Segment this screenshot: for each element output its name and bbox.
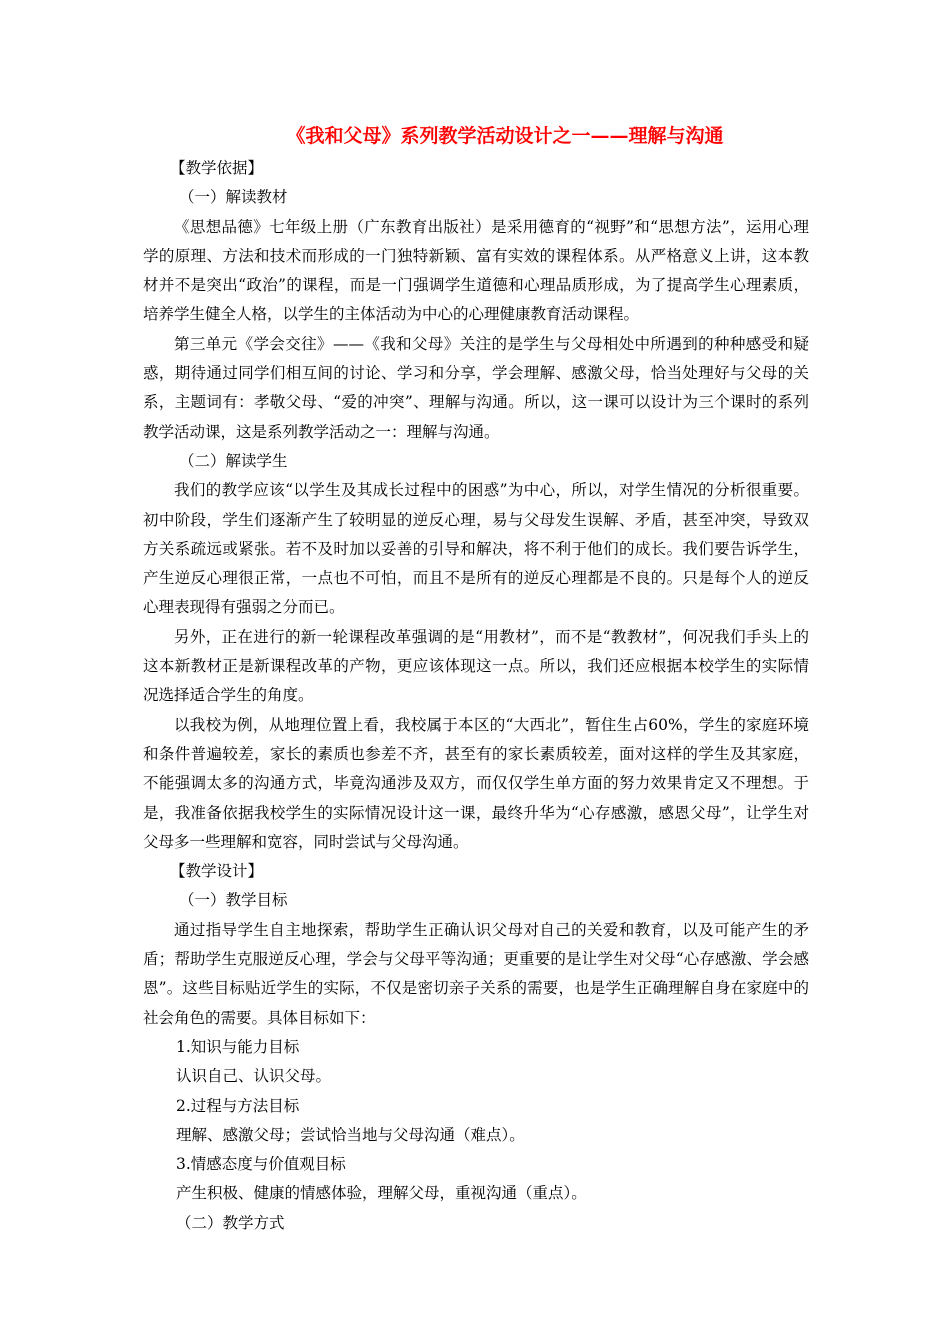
subsection-heading-textbook: （一）解读教材 [179, 188, 288, 207]
list-item: 理解、感激父母；尝试恰当地与父母沟通（难点）。 [176, 1125, 525, 1144]
subsection-heading-goals: （一）教学目标 [179, 891, 288, 910]
subsection-heading-methods: （二）教学方式 [176, 1213, 285, 1232]
paragraph: 以我校为例，从地理位置上看，我校属于本区的“大西北”，暂住生占60%，学生的家庭环境和条件普遍较差，家长的素质也参差不齐，甚至有的家长素质较差，面对这样的学生及其家庭，不能强调太多的沟通方式，毕竟沟通涉及双方，而仅仅学生单方面的努力效果肯定又不理想。于是，我准备依据我校学生的实际情况设计这一课，最终升华为“心存感激，感恩父母”，让学生对父母多一些理解和宽容，同时尝试与父母沟通。 [143, 715, 809, 851]
section-heading-basis: 【教学依据】 [170, 159, 264, 177]
list-item: 3.情感态度与价值观目标 [176, 1155, 346, 1174]
paragraph: 《思想品德》七年级上册（广东教育出版社）是采用德育的“视野”和“思想方法”，运用心理学的原理、方法和技术而形成的一门独特新颖、富有实效的课程体系。从严格意义上讲，这本教材并不是突出“政治”的课程，而是一门强调学生道德和心理品质形成，为了提高学生心理素质，培养学生健全人格，以学生的主体活动为中心的心理健康教育活动课程。 [143, 217, 809, 324]
paragraph: 我们的教学应该“以学生及其成长过程中的困惑”为中心，所以，对学生情况的分析很重要。初中阶段，学生们逐渐产生了较明显的逆反心理，易与父母发生误解、矛盾，甚至冲突，导致双方关系疏远或紧张。若不及时加以妥善的引导和解决，将不利于他们的成长。我们要告诉学生，产生逆反心理很正常，一点也不可怕，而且不是所有的逆反心理都是不良的。只是每个人的逆反心理表现得有强弱之分而已。 [143, 481, 809, 617]
list-item: 产生积极、健康的情感体验，理解父母，重视沟通（重点）。 [176, 1184, 587, 1203]
paragraph: 另外，正在进行的新一轮课程改革强调的是“用教材”，而不是“教教材”，何况我们手头上的这本新教材正是新课程改革的产物，更应该体现这一点。所以，我们还应根据本校学生的实际情况选择适合学生的角度。 [143, 627, 809, 705]
list-item: 认识自己、认识父母。 [176, 1067, 332, 1086]
list-item: 2.过程与方法目标 [176, 1096, 300, 1115]
list-item: 1.知识与能力目标 [176, 1037, 300, 1056]
paragraph: 第三单元《学会交往》——《我和父母》关注的是学生与父母相处中所遇到的种种感受和疑惑，期待通过同学们相互间的讨论、学习和分享，学会理解、感激父母，恰当处理好与父母的关系，主题词有：孝敬父母、“爱的冲突”、理解与沟通。所以，这一课可以设计为三个课时的系列教学活动课，这是系列教学活动之一：理解与沟通。 [143, 334, 809, 441]
paragraph: 通过指导学生自主地探索，帮助学生正确认识父母对自己的关爱和教育，以及可能产生的矛盾；帮助学生克服逆反心理，学会与父母平等沟通；更重要的是让学生对父母“心存感激、学会感恩”。这些目标贴近学生的实际，不仅是密切亲子关系的需要，也是学生正确理解自身在家庭中的社会角色的需要。具体目标如下： [143, 920, 809, 1027]
subsection-heading-students: （二）解读学生 [179, 451, 288, 470]
document-title: 《我和父母》系列教学活动设计之一——理解与沟通 [286, 125, 724, 147]
section-heading-design: 【教学设计】 [170, 862, 264, 881]
document-body [143, 154, 809, 1238]
